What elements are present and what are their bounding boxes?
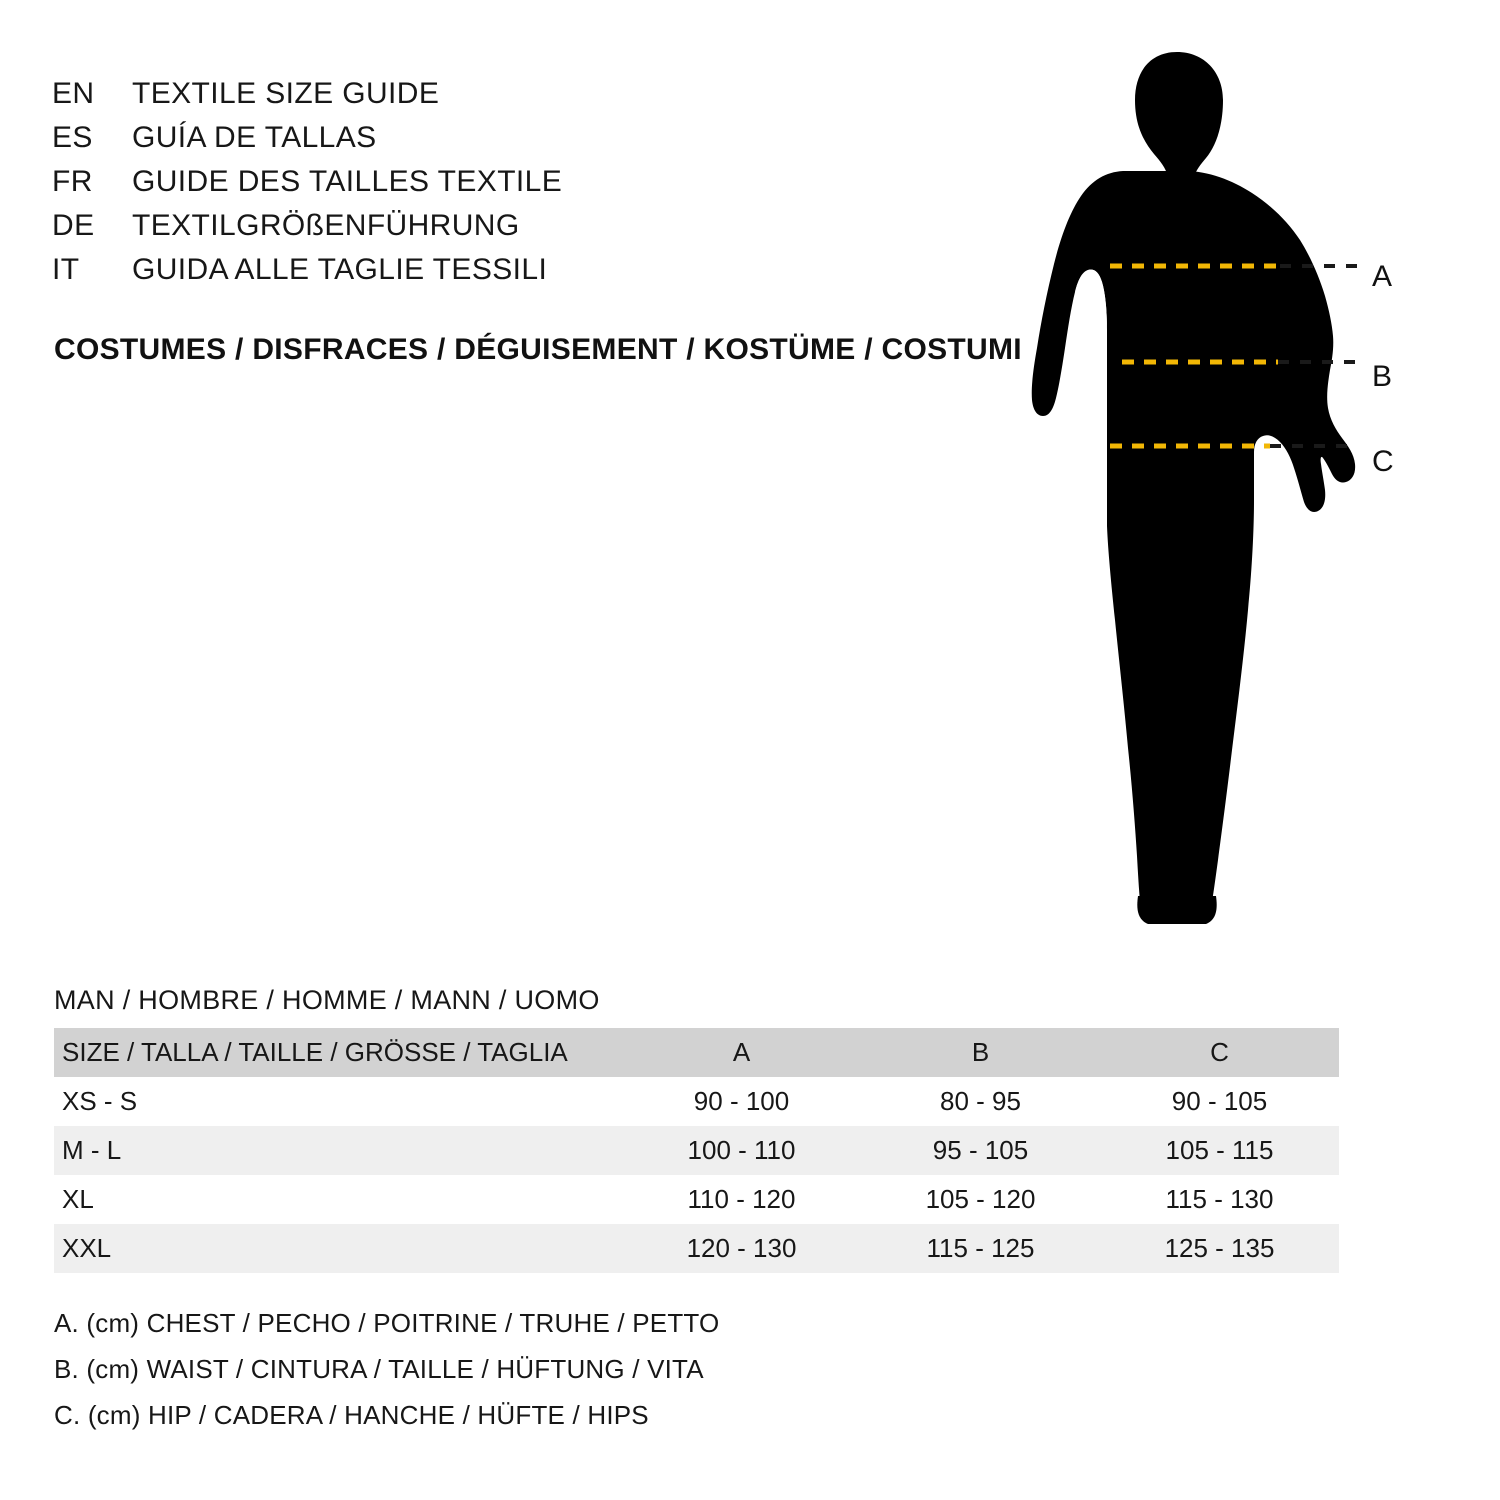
table-cell-size: XS - S: [62, 1086, 138, 1116]
table-header-row: [54, 1028, 1339, 1077]
table-cell-a: 100 - 110: [687, 1135, 796, 1165]
language-code: EN: [52, 77, 95, 110]
measure-label-a: A: [1372, 260, 1393, 293]
size-table-section: [54, 985, 1394, 1273]
table-row: [54, 1224, 1339, 1273]
table-cell-c: 115 - 130: [1165, 1184, 1274, 1214]
language-title: TEXTILE SIZE GUIDE: [132, 77, 440, 110]
table-header-a: A: [622, 1028, 861, 1077]
language-code: IT: [52, 253, 80, 286]
table-header-c: C: [1100, 1028, 1339, 1077]
table-header-size: SIZE / TALLA / TAILLE / GRÖSSE / TAGLIA: [54, 1028, 622, 1077]
table-row: [54, 1175, 1339, 1224]
table-cell-size: XXL: [62, 1233, 112, 1263]
table-cell-size: M - L: [62, 1135, 122, 1165]
table-cell-c: 105 - 115: [1165, 1135, 1274, 1165]
language-row-de: [52, 204, 952, 248]
body-measurement-figure: [980, 30, 1460, 930]
costumes-subtitle: COSTUMES / DISFRACES / DÉGUISEMENT / KOSTÜME / COSTUMI: [54, 333, 1022, 366]
table-row: [54, 1077, 1339, 1126]
table-caption: MAN / HOMBRE / HOMME / MANN / UOMO: [54, 985, 600, 1015]
language-row-en: [52, 72, 952, 116]
language-title: GUÍA DE TALLAS: [132, 121, 377, 154]
table-cell-a: 90 - 100: [693, 1086, 790, 1116]
table-cell-b: 115 - 125: [926, 1233, 1035, 1263]
language-title: TEXTILGRÖßENFÜHRUNG: [132, 209, 520, 242]
language-title: GUIDA ALLE TAGLIE TESSILI: [132, 253, 548, 286]
table-cell-c: 90 - 105: [1171, 1086, 1268, 1116]
table-cell-a: 120 - 130: [686, 1233, 797, 1263]
language-code: ES: [52, 121, 93, 154]
table-cell-b: 105 - 120: [925, 1184, 1036, 1214]
language-row-fr: [52, 160, 952, 204]
footnote-c: C. (cm) HIP / CADERA / HANCHE / HÜFTE / HIPS: [54, 1400, 649, 1430]
table-cell-size: XL: [62, 1184, 94, 1214]
language-code: FR: [52, 165, 93, 198]
measure-label-b: B: [1372, 360, 1393, 393]
footnote-b: B. (cm) WAIST / CINTURA / TAILLE / HÜFTUNG / VITA: [54, 1354, 704, 1384]
table-cell-b: 80 - 95: [940, 1086, 1021, 1116]
measurement-legend: [54, 1300, 1154, 1438]
footnote-a: A. (cm) CHEST / PECHO / POITRINE / TRUHE / PETTO: [54, 1308, 720, 1338]
language-code: DE: [52, 209, 95, 242]
table-cell-b: 95 - 105: [932, 1135, 1029, 1165]
language-row-it: [52, 248, 952, 292]
language-title: GUIDE DES TAILLES TEXTILE: [132, 165, 563, 198]
language-row-es: [52, 116, 952, 160]
measure-label-c: C: [1372, 445, 1394, 478]
table-cell-a: 110 - 120: [687, 1184, 796, 1214]
table-header-b: B: [861, 1028, 1100, 1077]
size-table: [54, 1028, 1339, 1273]
language-list: [52, 72, 952, 292]
table-row: [54, 1126, 1339, 1175]
man-silhouette-icon: [980, 30, 1460, 930]
table-cell-c: 125 - 135: [1164, 1233, 1275, 1263]
